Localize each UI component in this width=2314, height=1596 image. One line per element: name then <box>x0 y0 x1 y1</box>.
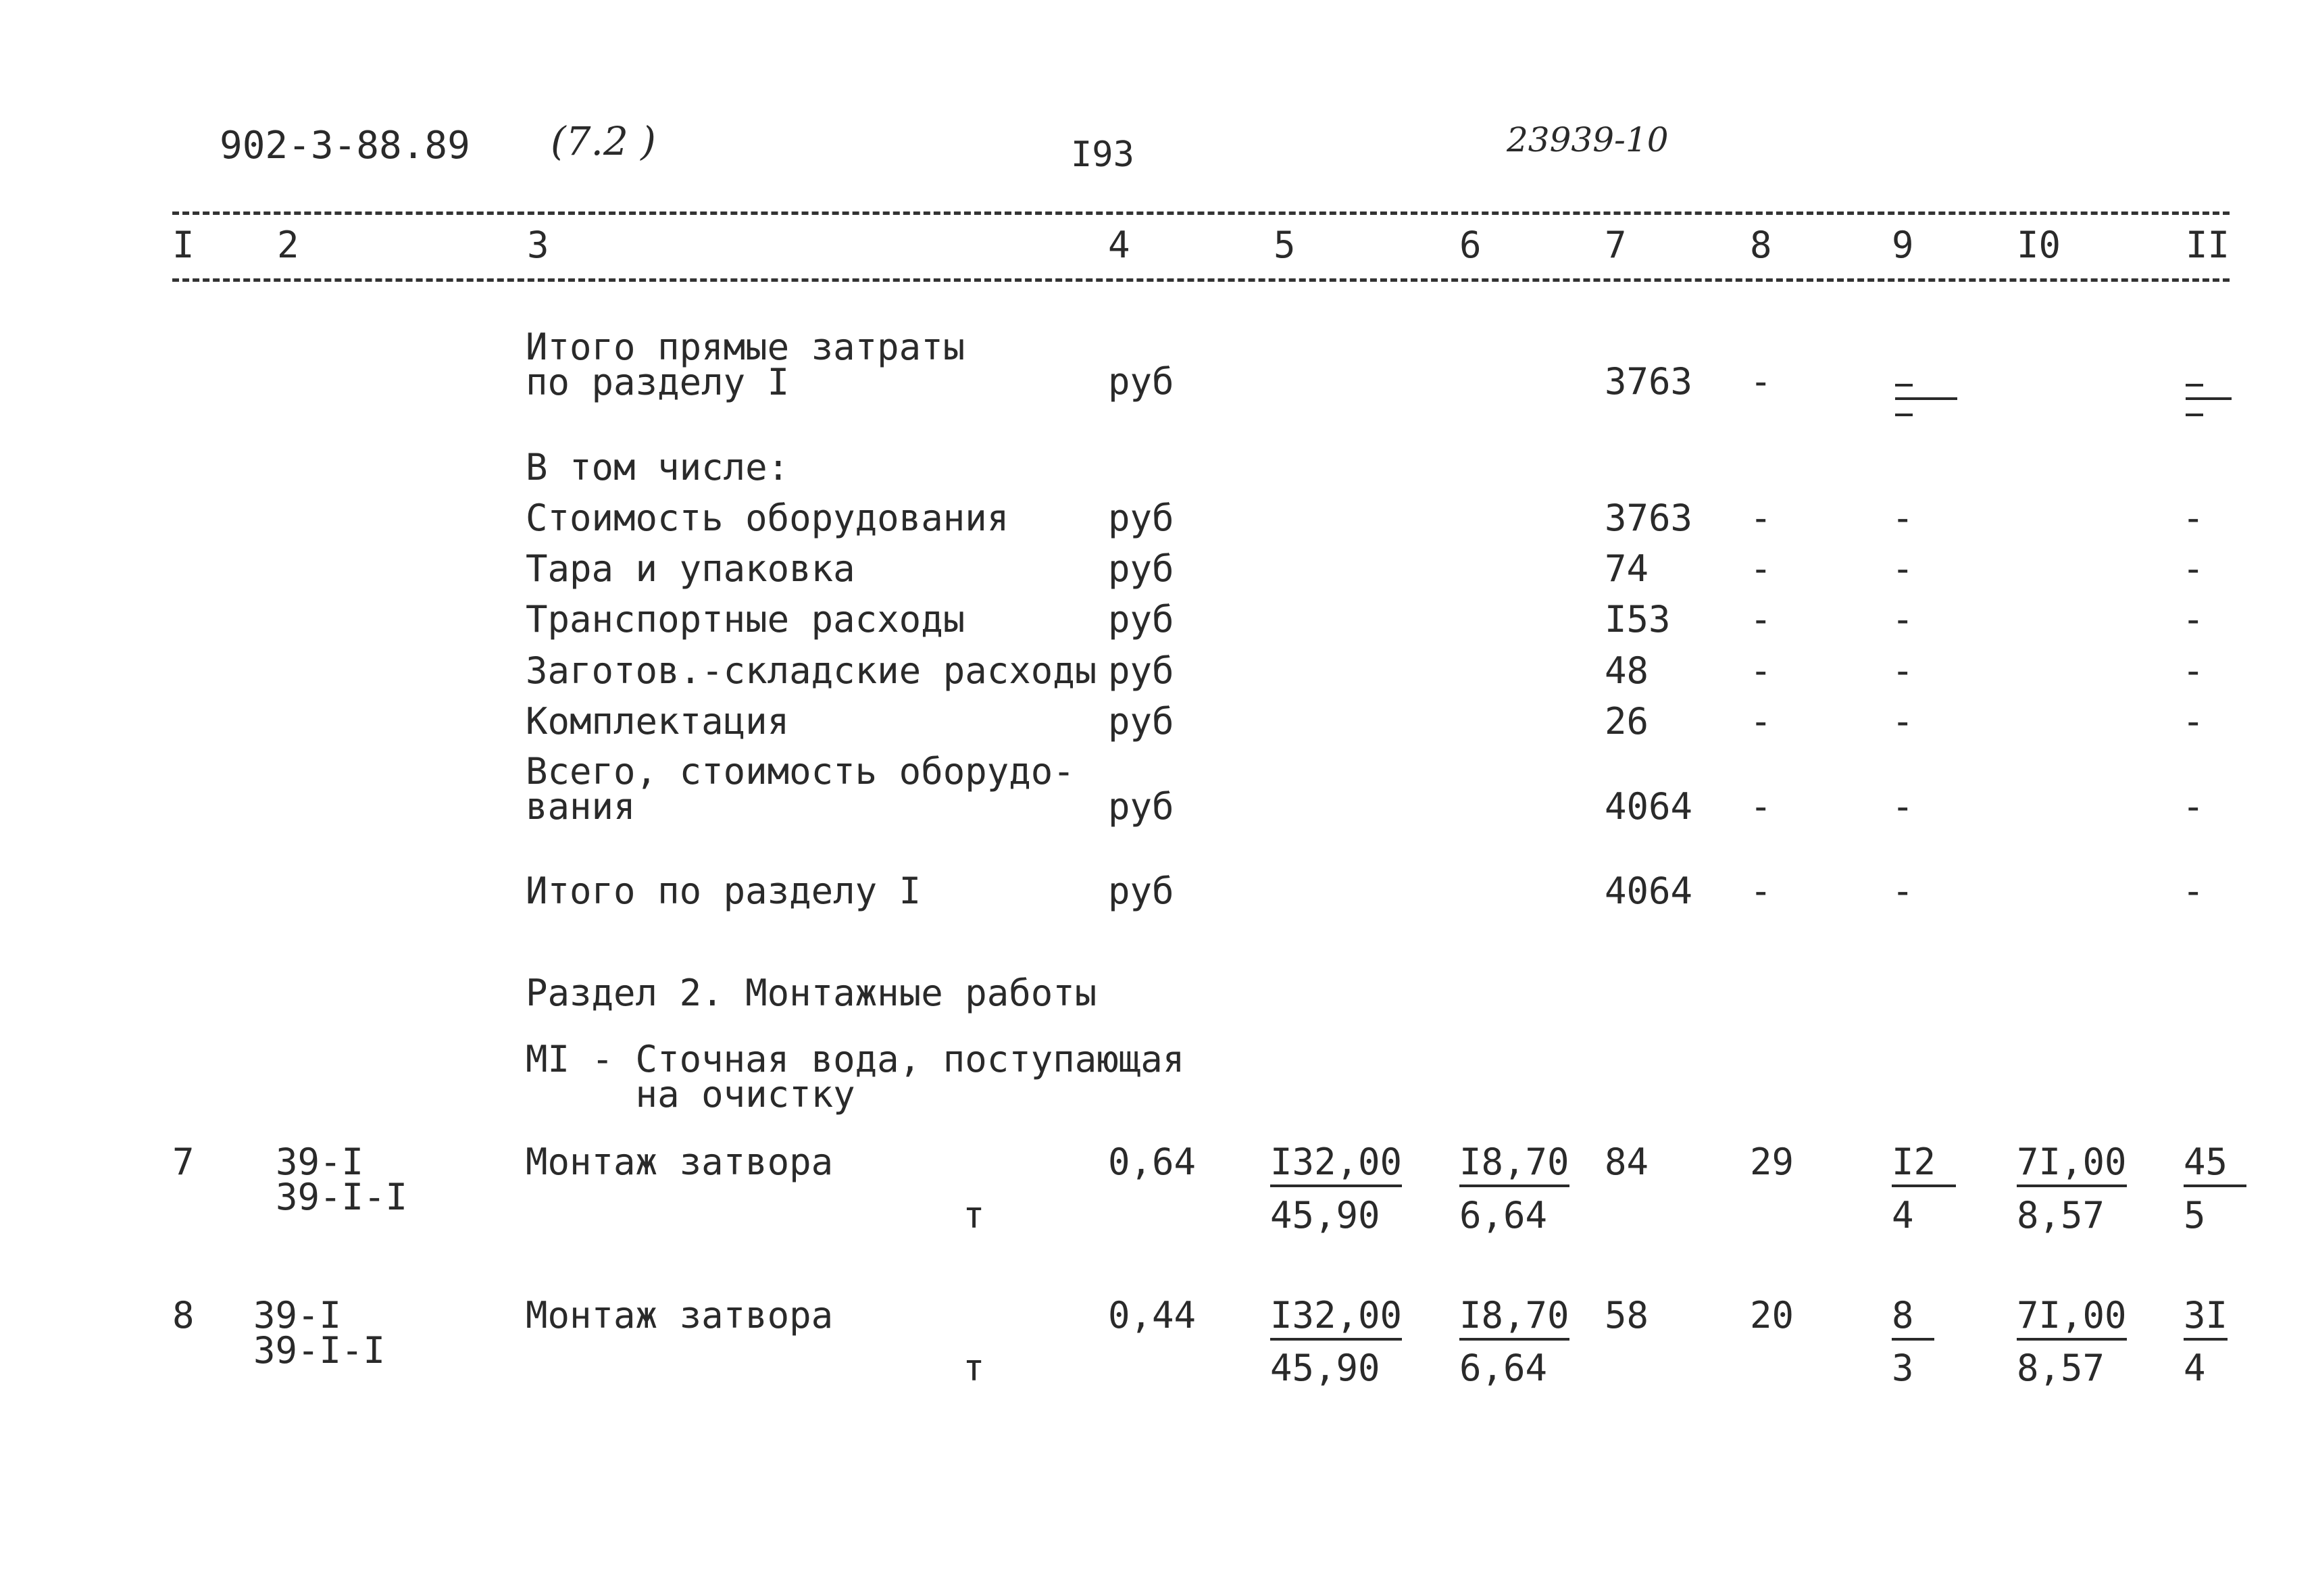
row-value: I53 <box>1605 598 1671 641</box>
col9-top <box>1892 1141 1956 1183</box>
section-2-title: Раздел 2. Монтажные работы <box>526 972 1097 1014</box>
row-col8: - <box>1750 598 1772 641</box>
col11-bottom: 5 <box>2184 1194 2206 1237</box>
row-number: 7 <box>172 1141 195 1183</box>
section-total-unit: руб <box>1108 870 1174 912</box>
col9-top-value: 8 <box>1892 1294 1934 1341</box>
row-col11: - <box>2182 598 2205 641</box>
quantity: 0,44 <box>1108 1294 1197 1337</box>
dash-mark <box>2186 384 2203 386</box>
col5-top <box>1270 1141 1403 1183</box>
row-unit: руб <box>1108 649 1174 692</box>
row-col8: - <box>1750 649 1772 692</box>
col7: 58 <box>1605 1294 1649 1337</box>
row-unit: руб <box>1108 547 1174 590</box>
total-direct-value: 3763 <box>1605 360 1693 403</box>
quantity: 0,64 <box>1108 1141 1197 1183</box>
col-header-6: 6 <box>1459 224 1482 266</box>
col11-bottom: 4 <box>2184 1347 2206 1389</box>
section-total-value: 4064 <box>1605 870 1693 912</box>
row-unit: руб <box>1108 497 1174 539</box>
document-code: 902-3-88.89 <box>220 124 470 168</box>
col5-top-value: I32,00 <box>1270 1294 1402 1341</box>
col10-top <box>2017 1294 2127 1337</box>
row-value: 26 <box>1605 700 1649 743</box>
col10-bottom: 8,57 <box>2017 1347 2105 1389</box>
row-col9: - <box>1892 497 1914 539</box>
col9-bottom: 3 <box>1892 1347 1914 1389</box>
row-col8: - <box>1750 497 1772 539</box>
col-header-8: 8 <box>1750 224 1772 266</box>
total-direct-unit: руб <box>1108 360 1174 403</box>
row-value: 74 <box>1605 547 1649 590</box>
row-number: 8 <box>172 1294 195 1337</box>
col-header-7: 7 <box>1605 224 1627 266</box>
col8: 20 <box>1750 1294 1794 1337</box>
equipment-total-col9: - <box>1892 785 1914 828</box>
total-direct-col8: - <box>1750 360 1772 403</box>
price-code: 39-I-I <box>276 1176 408 1218</box>
equipment-total-value: 4064 <box>1605 785 1693 828</box>
row-label: Стоимость оборудования <box>526 497 1009 539</box>
col10-top <box>2017 1141 2127 1183</box>
dash-mark <box>2186 414 2203 416</box>
row-col9: - <box>1892 649 1914 692</box>
col6-bottom: 6,64 <box>1459 1194 1548 1237</box>
col6-top <box>1459 1294 1569 1337</box>
row-col11: - <box>2182 547 2205 590</box>
section-total-col9: - <box>1892 870 1914 912</box>
work-name: Монтаж затвора <box>526 1294 834 1337</box>
col-header-4: 4 <box>1108 224 1130 266</box>
col6-top <box>1459 1141 1569 1183</box>
row-col11: - <box>2182 649 2205 692</box>
total-direct-label: Итого прямые затраты по разделу I <box>526 326 965 403</box>
col10-top-value: 7I,00 <box>2017 1141 2127 1187</box>
unit: т <box>963 1194 985 1237</box>
row-col11: - <box>2182 497 2205 539</box>
norm-code: 39-I <box>253 1294 342 1337</box>
col-header-11: II <box>2186 224 2230 266</box>
col6-top-value: I8,70 <box>1459 1141 1569 1187</box>
col-header-5: 5 <box>1274 224 1296 266</box>
unit: т <box>963 1347 985 1389</box>
section-total-col8: - <box>1750 870 1772 912</box>
section-total-col11: - <box>2182 870 2205 912</box>
row-col9: - <box>1892 700 1914 743</box>
col10-top-value: 7I,00 <box>2017 1294 2127 1341</box>
work-name: Монтаж затвора <box>526 1141 834 1183</box>
row-label: Тара и упаковка <box>526 547 855 590</box>
dash-mark <box>1895 414 1913 416</box>
including-label: В том числе: <box>526 446 790 489</box>
row-value: 48 <box>1605 649 1649 692</box>
col11-top <box>2184 1294 2228 1337</box>
row-label: Заготов.-складские расходы <box>526 649 1097 692</box>
col11-top <box>2184 1141 2246 1183</box>
page-number: I93 <box>1071 134 1134 175</box>
col9-bottom: 4 <box>1892 1194 1914 1237</box>
col6-top-value: I8,70 <box>1459 1294 1569 1341</box>
row-value: 3763 <box>1605 497 1693 539</box>
col11-top-value: 3I <box>2184 1294 2228 1341</box>
row-col9: - <box>1892 547 1914 590</box>
volume-number: (7.2 ) <box>551 118 656 164</box>
header-rule-top <box>172 211 2230 215</box>
col-header-3: 3 <box>527 224 549 266</box>
row-label: Комплектация <box>526 700 790 743</box>
row-col8: - <box>1750 547 1772 590</box>
col-header-10: I0 <box>2017 224 2061 266</box>
col7: 84 <box>1605 1141 1649 1183</box>
col-header-9: 9 <box>1892 224 1914 266</box>
norm-code: 39-I <box>276 1141 364 1183</box>
dash-mark <box>1895 384 1913 386</box>
col5-bottom: 45,90 <box>1270 1347 1380 1389</box>
row-unit: руб <box>1108 598 1174 641</box>
col-header-1: I <box>172 224 195 266</box>
equipment-total-col8: - <box>1750 785 1772 828</box>
col10-bottom: 8,57 <box>2017 1194 2105 1237</box>
equipment-total-label: Всего, стоимость оборудо- вания <box>526 750 1075 828</box>
col9-top <box>1892 1294 1934 1337</box>
dash-mark <box>1895 397 1957 400</box>
section-total-label: Итого по разделу I <box>526 870 922 912</box>
equipment-total-col11: - <box>2182 785 2205 828</box>
dash-mark <box>2186 397 2232 400</box>
col-header-2: 2 <box>277 224 299 266</box>
row-unit: руб <box>1108 700 1174 743</box>
col6-bottom: 6,64 <box>1459 1347 1548 1389</box>
row-col11: - <box>2182 700 2205 743</box>
col5-top-value: I32,00 <box>1270 1141 1402 1187</box>
col11-top-value: 45 <box>2184 1141 2246 1187</box>
col8: 29 <box>1750 1141 1794 1183</box>
row-col8: - <box>1750 700 1772 743</box>
row-col9: - <box>1892 598 1914 641</box>
row-label: Транспортные расходы <box>526 598 965 641</box>
col9-top-value: I2 <box>1892 1141 1956 1187</box>
section-2-subtitle: MI - Сточная вода, поступающая на очистку <box>526 1038 1185 1116</box>
price-code: 39-I-I <box>253 1329 386 1372</box>
col5-bottom: 45,90 <box>1270 1194 1380 1237</box>
equipment-total-unit: руб <box>1108 785 1174 828</box>
stamp-number: 23939-10 <box>1507 120 1669 159</box>
header-rule-bottom <box>172 278 2230 282</box>
col5-top <box>1270 1294 1403 1337</box>
